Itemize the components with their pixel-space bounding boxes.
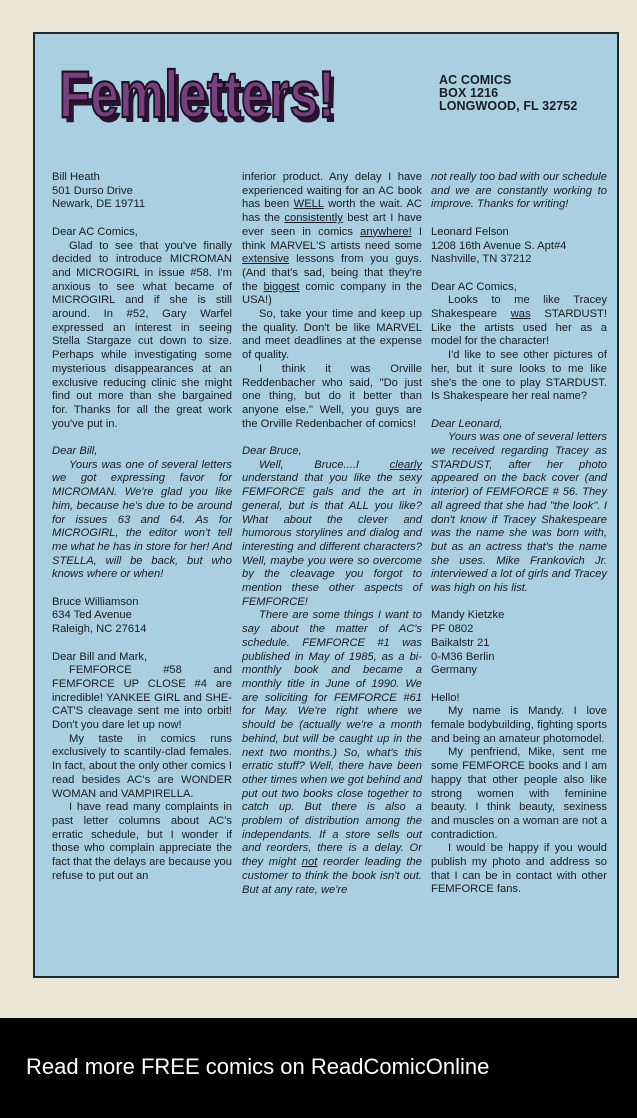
- sender-city: 0-M36 Berlin: [431, 650, 495, 663]
- address-line: LONGWOOD, FL 32752: [439, 99, 578, 113]
- reply-paragraph: Yours was one of several letters we received regarding Tracey as STARDUST, after her photo appeared on the back cover (and interior) of FEMFORCE # 56. They all agreed that she had "the look". I don't know if Tracey Shakespeare was the name she was born with, but as an actress that's the name she uses. Mike Frankovich Jr. interviewed a lot of girls and Tracey was high on his list.: [431, 431, 607, 595]
- sender-name: Leonard Felson: [431, 225, 509, 238]
- logo-text: Femletters!: [59, 57, 335, 131]
- sender-city: Newark, DE 19711: [52, 198, 146, 211]
- sender-address: PF 0802: [431, 623, 474, 636]
- reply-paragraph: Yours was one of several letters we got expressing favor for MICROMAN. We're glad you like him, because he's due to be around for issues 63 and 64. As for MICROGIRL, the editor won't tell me what he has in store for her! And STELLA, will be back, but who knows where or when!: [52, 458, 232, 581]
- letter-paragraph: My name is Mandy. I love female bodybuilding, fighting sports and being an amateur photomodel.: [431, 705, 607, 745]
- letter-greeting: Hello!: [431, 691, 460, 704]
- letter-paragraph: I think it was Orville Reddenbacher who said, "Do just one thing, but do it better than anyone else." Well, you guys are the Orville Redenbacher of comics!: [242, 362, 422, 430]
- sender-name: Mandy Kietzke: [431, 609, 505, 622]
- logo-shadow: Femletters!: [63, 62, 339, 136]
- reply-paragraph: There are some things I want to say about the matter of AC's schedule. FEMFORCE #1 was published in May of 1985, as a bi-monthly book and became a monthly title in June of 1990. We are soliciting for FEMFORCE #61 for May. We're right where we should be (actually we're a month behind, but will be caught up in the next two months.) So, what's this erratic stuff? Well, there have been other times when we got behind and put out two books close together to catch up. But there is also a problem of distribution among the independants. If a store sells out and reorders, there is a delay. Or they might not reorder leading the customer to think the book isn't out. But at any rate, we're: [242, 609, 422, 896]
- address-line: AC COMICS: [439, 73, 512, 87]
- letter-paragraph: Looks to me like Tracey Shakespeare was STARDUST! Like the artists used her as a model for the character!: [431, 294, 607, 348]
- mailing-address: [439, 74, 614, 113]
- address-line: BOX 1216: [439, 86, 499, 100]
- letter-paragraph: inferior product. Any delay I have experienced waiting for an AC book has been WELL worth the wait. AC has the consistently best art I have ever seen in comics anywhere! I think MARVEL'S artists need some extensive lessons from you guys. (And that's sad, being that they're the biggest comic company in the USA!): [242, 171, 422, 307]
- reply-greeting: Dear Bill,: [52, 445, 98, 458]
- femletters-logo: [57, 48, 347, 138]
- sender-city: Raleigh, NC 27614: [52, 623, 147, 636]
- reply-greeting: Dear Leonard,: [431, 417, 503, 430]
- sender-address: 634 Ted Avenue: [52, 609, 132, 622]
- letter-paragraph: I have read many complaints in past letter columns about AC's erratic schedule, but I wonder if those who complain appreciate the fact that the delays are because you refuse to put out an: [52, 801, 232, 882]
- sender-address: 1208 16th Avenue S. Apt#4: [431, 239, 567, 252]
- letter-paragraph: Glad to see that you've finally decided to introduce MICROMAN and MICROGIRL in issue #58. I'm anxious to see what became of MICROGIRL and if she is still around. In #52, Gary Warfel expressed an interest in seeing Stella Stargaze cut down to size. Perhaps while investigating some mysterious disappearances at an exclusive reducing clinic she might find out more than she bargained for. Thanks for all the great work you've put in.: [52, 239, 232, 430]
- letter-paragraph: My penfriend, Mike, sent me some FEMFORCE books and I am happy that other people also like strong women with feminine beauty. I think beauty, sexiness and muscles on a woman are not a contradiction.: [431, 746, 607, 841]
- sender-city: Nashville, TN 37212: [431, 253, 532, 266]
- sender-name: Bruce Williamson: [52, 595, 139, 608]
- letters-panel: [33, 32, 619, 978]
- letter-paragraph: So, take your time and keep up the quality. Don't be like MARVEL and meet deadlines at the expense of quality.: [242, 308, 422, 362]
- column-1: [52, 171, 232, 884]
- sender-country: Germany: [431, 664, 478, 677]
- column-2: [242, 171, 422, 897]
- sender-address: Baikalstr 21: [431, 636, 490, 649]
- promo-link[interactable]: Read more FREE comics on ReadComicOnline: [26, 1054, 490, 1079]
- column-3: [431, 171, 607, 897]
- letter-greeting: Dear AC Comics,: [431, 280, 517, 293]
- sender-name: Bill Heath: [52, 171, 100, 183]
- reply-greeting: Dear Bruce,: [242, 445, 302, 458]
- reply-paragraph: not really too bad with our schedule and we are constantly working to improve. Thanks for writing!: [431, 171, 608, 211]
- letter-greeting: Dear Bill and Mark,: [52, 650, 148, 663]
- sender-address: 501 Durso Drive: [52, 184, 133, 197]
- letter-paragraph: I would be happy if you would publish my photo and address so that I can be in contact with other FEMFORCE fans.: [431, 842, 607, 896]
- letter-paragraph: FEMFORCE #58 and FEMFORCE UP CLOSE #4 are incredible! YANKEE GIRL and SHE-CAT'S cleavage sent me into orbit! Don't you dare let up now!: [52, 664, 232, 732]
- letter-greeting: Dear AC Comics,: [52, 225, 138, 238]
- reply-paragraph: Well, Bruce....I clearly understand that you like the sexy FEMFORCE gals and the art in general, but is that ALL you like? What about the clever and humorous storylines and dialog and interesting and different characters? Well, maybe you were so overcome by the cleavage you forgot to mention these other aspects of FEMFORCE!: [242, 458, 422, 608]
- letter-paragraph: I'd like to see other pictures of her, but it sure looks to me like she's the one to play STARDUST. Is Shakespeare her real name?: [431, 349, 607, 403]
- letter-paragraph: My taste in comics runs exclusively to scantily-clad females. In fact, about the only other comics I read besides AC's are WONDER WOMAN and VAMPIRELLA.: [52, 732, 232, 800]
